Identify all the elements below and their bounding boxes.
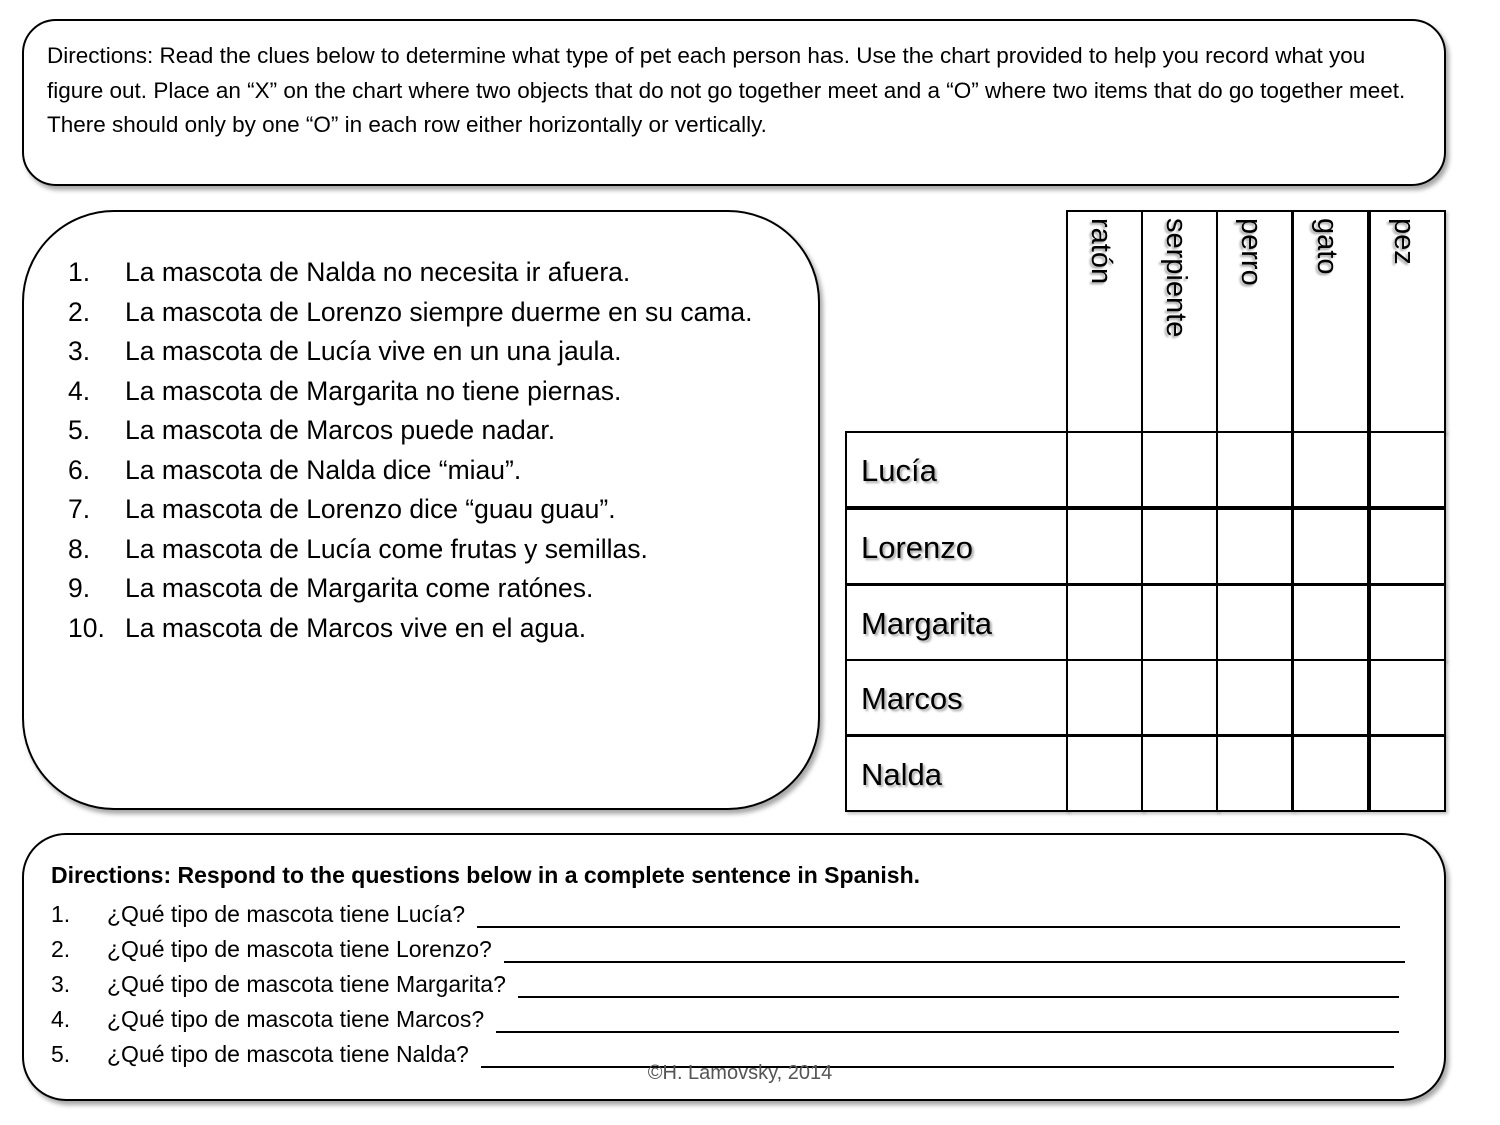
clue-text: La mascota de Lorenzo dice “guau guau”. <box>125 494 616 524</box>
answer-line[interactable] <box>496 1007 1399 1033</box>
column-header-cell <box>1066 210 1143 433</box>
copyright-notice: ©H. Lamovsky, 2014 <box>647 1062 833 1084</box>
directions-box <box>22 19 1446 186</box>
column-header-cell <box>1141 210 1218 433</box>
question-number: 5. <box>51 1041 71 1067</box>
grid-cell[interactable] <box>1369 508 1446 585</box>
clue-text: La mascota de Nalda dice “miau”. <box>125 454 522 485</box>
grid-cell[interactable] <box>1066 431 1143 508</box>
row-header-cell <box>845 659 1068 736</box>
grid-cell[interactable] <box>1141 659 1218 736</box>
grid-cell[interactable] <box>1216 659 1293 736</box>
column-label: serpiente <box>1160 218 1192 338</box>
question-number: 3. <box>51 971 71 997</box>
clue-text: La mascota de Margarita come ratónes. <box>125 573 594 603</box>
grid-cell[interactable] <box>1369 659 1446 736</box>
clue-number: 6. <box>68 454 91 485</box>
question-number: 2. <box>51 936 71 962</box>
clue-text: La mascota de Marcos vive en el agua. <box>125 612 587 643</box>
row-label: Lorenzo <box>861 530 974 565</box>
column-label: pez <box>1388 218 1420 265</box>
question-text: ¿Qué tipo de mascota tiene Lucía? <box>107 901 465 927</box>
row-label: Marcos <box>861 681 963 716</box>
grid-cell[interactable] <box>1216 735 1293 812</box>
column-header-cell <box>1369 210 1446 433</box>
question-row <box>51 894 1400 928</box>
clue-text: La mascota de Lorenzo siempre duerme en su cama. <box>125 296 753 327</box>
clue-item <box>66 530 798 570</box>
question-text: ¿Qué tipo de mascota tiene Marcos? <box>107 1006 485 1032</box>
grid-cell[interactable] <box>1216 508 1293 585</box>
clue-item <box>66 372 798 412</box>
clue-number: 1. <box>68 257 91 287</box>
clue-item <box>66 569 798 609</box>
column-label: perro <box>1235 218 1267 286</box>
grid-cell[interactable] <box>1292 659 1369 736</box>
clue-number: 10. <box>68 612 105 643</box>
questions-heading: Directions: Respond to the questions below in a complete sentence in Spanish. <box>51 862 921 888</box>
grid-cell[interactable] <box>1066 508 1143 585</box>
clue-text: La mascota de Marcos puede nadar. <box>125 415 556 445</box>
clue-number: 3. <box>68 336 91 366</box>
grid-cell[interactable] <box>1216 584 1293 661</box>
clue-number: 5. <box>68 415 91 445</box>
column-label: ratón <box>1085 218 1117 285</box>
row-label: Nalda <box>861 757 942 792</box>
questions-box <box>22 833 1446 1101</box>
grid-cell[interactable] <box>1292 735 1369 812</box>
clue-item <box>66 490 798 530</box>
grid-cell[interactable] <box>1066 584 1143 661</box>
row-label: Lucía <box>861 453 937 488</box>
row-header-cell <box>845 431 1068 508</box>
question-row <box>51 964 1399 998</box>
column-header-cell <box>1216 210 1293 433</box>
column-label: gato <box>1311 218 1343 275</box>
grid-cell[interactable] <box>1066 735 1143 812</box>
clues-box <box>22 210 820 810</box>
row-label: Margarita <box>861 606 992 641</box>
row-header-cell <box>845 735 1068 812</box>
question-row <box>51 929 1405 963</box>
grid-cell[interactable] <box>1292 584 1369 661</box>
grid-cell[interactable] <box>1369 584 1446 661</box>
clue-text: La mascota de Margarita no tiene piernas. <box>125 375 622 406</box>
clue-number: 4. <box>68 375 91 406</box>
clue-item <box>66 451 798 491</box>
grid-cell[interactable] <box>1292 431 1369 508</box>
row-header-cell <box>845 508 1068 585</box>
clue-number: 8. <box>68 533 91 564</box>
question-text: ¿Qué tipo de mascota tiene Nalda? <box>107 1041 469 1067</box>
clue-text: La mascota de Nalda no necesita ir afuera. <box>125 257 631 287</box>
question-number: 1. <box>51 901 71 927</box>
grid-cell[interactable] <box>1066 659 1143 736</box>
column-header-cell <box>1292 210 1369 433</box>
clue-text: La mascota de Lucía come frutas y semillas. <box>125 533 648 564</box>
answer-line[interactable] <box>504 937 1405 963</box>
clue-number: 9. <box>68 573 91 603</box>
row-header-cell <box>845 584 1068 661</box>
grid-cell[interactable] <box>1141 584 1218 661</box>
clue-item <box>66 253 798 293</box>
directions-text: Directions: Read the clues below to determine what type of pet each person has. Use the chart provided to help you record what you figure out. Place an “X” on the chart where two objects that do not go together meet and a “O” where two items that do go together meet. There should only by one “O” in each row either horizontally or vertically. <box>47 43 1406 137</box>
answer-line[interactable] <box>518 972 1399 998</box>
clue-item <box>66 293 798 333</box>
grid-cell[interactable] <box>1369 735 1446 812</box>
clue-number: 2. <box>68 296 91 327</box>
question-text: ¿Qué tipo de mascota tiene Lorenzo? <box>107 936 492 962</box>
question-row <box>51 999 1399 1033</box>
clue-list <box>66 253 798 648</box>
grid-cell[interactable] <box>1216 431 1293 508</box>
clue-text: La mascota de Lucía vive en un una jaula. <box>125 336 622 366</box>
grid-cell[interactable] <box>1369 431 1446 508</box>
question-number: 4. <box>51 1006 71 1032</box>
clue-number: 7. <box>68 494 91 524</box>
answer-line[interactable] <box>477 902 1400 928</box>
clue-item <box>66 609 798 649</box>
grid-cell[interactable] <box>1292 508 1369 585</box>
question-text: ¿Qué tipo de mascota tiene Margarita? <box>107 971 506 997</box>
grid-cell[interactable] <box>1141 508 1218 585</box>
grid-cell[interactable] <box>1141 735 1218 812</box>
clue-item <box>66 411 798 451</box>
grid-cell[interactable] <box>1141 431 1218 508</box>
clue-item <box>66 332 798 372</box>
